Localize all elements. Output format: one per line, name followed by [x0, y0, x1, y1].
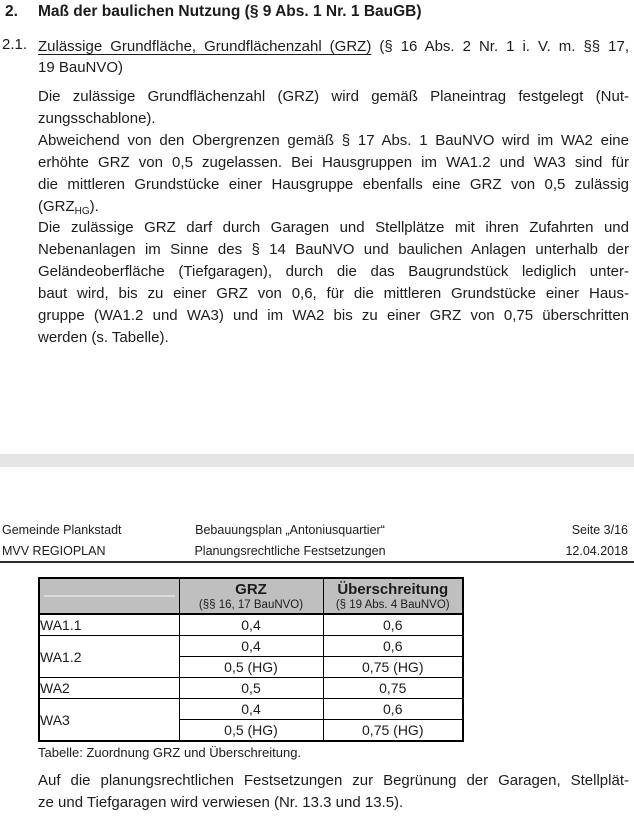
grz-table-container [38, 577, 464, 742]
table-header-ueberschreitung-sub: (§ 19 Abs. 4 BauNVO) [335, 598, 450, 611]
table-header-row [39, 578, 463, 614]
text-line: Geländeoberfläche (Tiefgaragen), durch die das Baugrundstück lediglich unter- [38, 263, 629, 280]
table-header-grz-title: GRZ [235, 580, 267, 598]
section-title: Maß der baulichen Nutzung (§ 9 Abs. 1 Nr. 1 BauGB) [38, 3, 422, 20]
table-header-grz-sub: (§§ 16, 17 BauNVO) [198, 598, 304, 611]
ueberschreitung-value: 0,6 [323, 614, 463, 636]
page-separator-band [0, 454, 634, 467]
ueberschreitung-hg-value: 0,75 (HG) [323, 720, 463, 742]
grz-hg-value: 0,5 (HG) [179, 657, 323, 678]
grz-hg-subscript: HG [74, 206, 90, 217]
row-label: WA1.2 [39, 636, 179, 678]
subsection-number: 2.1. [2, 36, 28, 53]
plan-subtitle: Planungsrechtliche Festsetzungen [194, 544, 386, 558]
table-caption: Tabelle: Zuordnung GRZ und Überschreitung. [38, 745, 302, 760]
text-line: Die zulässige GRZ darf durch Garagen und Stellplätze mit ihren Zufahrten und [38, 219, 629, 236]
text-line: gruppe (WA1.2 und WA3) und im WA2 bis zu einer GRZ von 0,75 überschritten [38, 307, 629, 324]
row-label: WA2 [39, 678, 179, 699]
paragraph-ueberschreitung [38, 217, 629, 349]
page-header-rule [0, 561, 634, 563]
grz-value: 0,4 [179, 636, 323, 657]
subsection-title-underlined: Zulässige Grundfläche, Grundflächenzahl (GRZ) [38, 38, 372, 55]
row-label: WA3 [39, 699, 179, 742]
ueberschreitung-value: 0,6 [323, 699, 463, 720]
table-row [39, 614, 463, 636]
document-date: 12.04.2018 [565, 544, 628, 558]
paragraph-verweis-begruenung [38, 770, 629, 814]
subsection-title [38, 36, 629, 78]
grz-value: 0,5 [179, 678, 323, 699]
table-header-empty-cell [39, 578, 179, 614]
grz-table [38, 577, 464, 742]
section-number: 2. [5, 3, 18, 20]
table-row [39, 678, 463, 699]
page-number: Seite 3/16 [571, 523, 628, 537]
text-line: werden (s. Tabelle). [38, 329, 169, 346]
table-header-ueberschreitung [323, 578, 463, 614]
table-header-grz [179, 578, 323, 614]
text-line: baut wird, bis zu einer GRZ von 0,6, für die mittleren Grundstücke einer Haus- [38, 285, 629, 302]
grz-value: 0,4 [179, 614, 323, 636]
planner-name: MVV REGIOPLAN [2, 544, 106, 558]
text-line: erhöhte GRZ von 0,5 zugelassen. Bei Hausgruppen im WA1.2 und WA3 sind für [38, 154, 629, 171]
grz-value: 0,4 [179, 699, 323, 720]
page-header-right [565, 520, 628, 562]
text-line: Auf die planungsrechtlichen Festsetzungen zur Begrünung der Garagen, Stellplät- [38, 772, 629, 789]
municipality-name: Gemeinde Plankstadt [2, 523, 122, 537]
subsection-title-line1 [38, 36, 629, 57]
text-line: Die zulässige Grundflächenzahl (GRZ) wird gemäß Planeintrag festgelegt (Nut- [38, 88, 629, 105]
grz-hg-post: ). [89, 198, 99, 215]
grz-hg-value: 0,5 (HG) [179, 720, 323, 742]
plan-title: Bebauungsplan „Antoniusquartier“ [195, 523, 385, 537]
text-line: die mittleren Grundstücke einer Hausgruppe ebenfalls eine GRZ von 0,5 zulässig [38, 176, 629, 193]
text-line: ze und Tiefgaragen wird verwiesen (Nr. 13.3 und 13.5). [38, 794, 404, 811]
page-header-left [2, 520, 122, 562]
paragraph-grz-festlegung [38, 86, 629, 130]
ueberschreitung-value: 0,75 [323, 678, 463, 699]
page-header-center [194, 520, 385, 562]
subsection-title-rest: (§ 16 Abs. 2 Nr. 1 i. V. m. §§ 17, [379, 38, 630, 55]
text-line: zungsschablone). [38, 110, 156, 127]
text-line: Nebenanlagen im Sinne des § 14 BauNVO und baulichen Anlagen unterhalb der [38, 241, 629, 258]
row-label: WA1.1 [39, 614, 179, 636]
table-header-ueberschreitung-title: Überschreitung [337, 580, 449, 598]
grz-hg-pre: (GRZ [38, 198, 75, 215]
ueberschreitung-value: 0,6 [323, 636, 463, 657]
paragraph-abweichung-wa2 [38, 130, 629, 220]
table-row [39, 636, 463, 657]
subsection-title-line2: 19 BauNVO) [38, 59, 124, 76]
text-line: Abweichend von den Obergrenzen gemäß § 17 Abs. 1 BauNVO wird im WA2 eine [38, 132, 629, 149]
ueberschreitung-hg-value: 0,75 (HG) [323, 657, 463, 678]
table-row [39, 699, 463, 720]
